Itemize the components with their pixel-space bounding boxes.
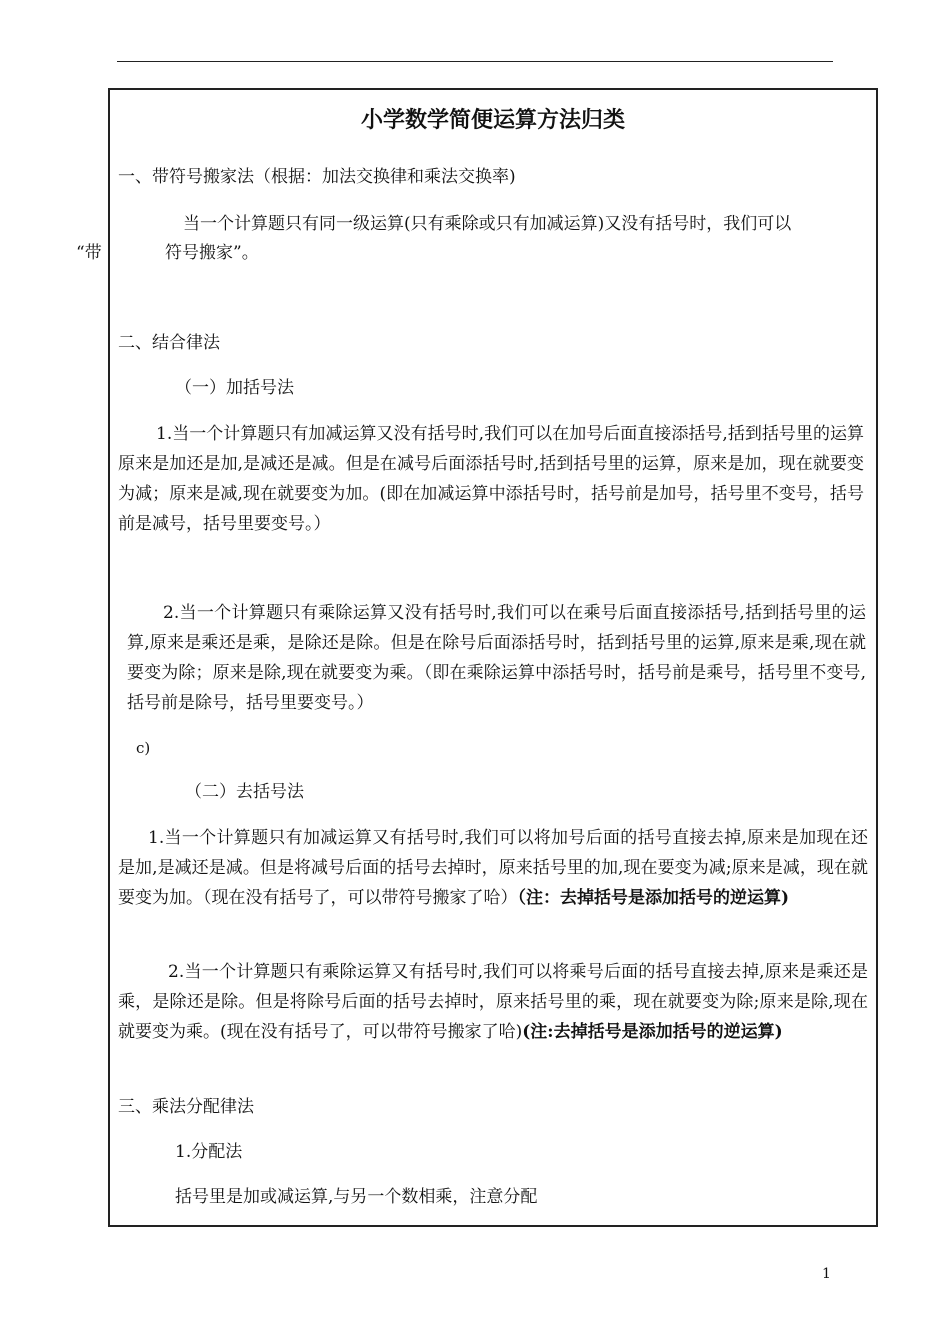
page-title: 小学数学简便运算方法归类 — [360, 107, 625, 133]
section1-line1: 当一个计算题只有同一级运算(只有乘除或只有加减运算)又没有括号时，我们可以 — [183, 214, 792, 234]
section3-sub1-heading: 1.分配法 — [175, 1142, 243, 1162]
section2-sub2-item2 — [118, 957, 868, 1079]
stray-mark: c) — [136, 739, 151, 757]
section1-line2: 符号搬家”。 — [165, 243, 259, 263]
page-number: 1 — [822, 1266, 831, 1282]
section2-heading: 二、结合律法 — [118, 333, 220, 353]
section2-sub2-item1-text: 1.当一个计算题只有加减运算又有括号时,我们可以将加号后面的括号直接去掉,原来是加现在还是加,是减还是减。但是将减号后面的括号去掉时，原来括号里的加,现在要变为减;原来是减，现在就要变为加。（现在没有括号了，可以带符号搬家了哈） — [118, 828, 868, 908]
header-rule — [117, 61, 833, 62]
section3-heading: 三、乘法分配律法 — [118, 1097, 254, 1117]
section1-heading: 一、带符号搬家法（根据：加法交换律和乘法交换率) — [118, 167, 516, 187]
section3-text: 括号里是加或减运算,与另一个数相乘，注意分配 — [175, 1187, 538, 1207]
section2-sub1-heading: （一）加括号法 — [175, 378, 294, 398]
section2-sub2-item1 — [118, 823, 868, 945]
section2-sub2-item1-note: （注：去掉括号是添加括号的逆运算) — [517, 888, 790, 908]
section2-sub1-item2: 2.当一个计算题只有乘除运算又没有括号时,我们可以在乘号后面直接添括号,括到括号里的运算,原来是乘还是乘，是除还是除。但是在除号后面添括号时，括到括号里的运算,原来是乘,现在就要变为除；原来是除,现在就要变为乘。（即在乘除运算中添括号时，括号前是乘号，括号里不变号,括号前是除号，括号里要变号。） — [127, 603, 866, 713]
section2-sub2-item2-note: (注:去掉括号是添加括号的逆运算) — [522, 1022, 783, 1042]
section1-overflow-text: “带 — [76, 243, 102, 263]
section2-sub1-item1: 1.当一个计算题只有加减运算又没有括号时,我们可以在加号后面直接添括号,括到括号里的运算原来是加还是加,是减还是减。但是在减号后面添括号时,括到括号里的运算，原来是加，现在就要变为减；原来是减,现在就要变为加。(即在加减运算中添括号时，括号前是加号，括号里不变号，括号前是减号，括号里要变号。） — [118, 424, 864, 534]
section2-sub2-heading: （二）去括号法 — [185, 782, 304, 802]
section2-sub2-item2-text: 2.当一个计算题只有乘除运算又有括号时,我们可以将乘号后面的括号直接去掉,原来是乘还是乘，是除还是除。但是将除号后面的括号去掉时，原来括号里的乘，现在就要变为除;原来是除,现在就要变为乘。(现在没有括号了，可以带符号搬家了哈) — [118, 962, 868, 1042]
